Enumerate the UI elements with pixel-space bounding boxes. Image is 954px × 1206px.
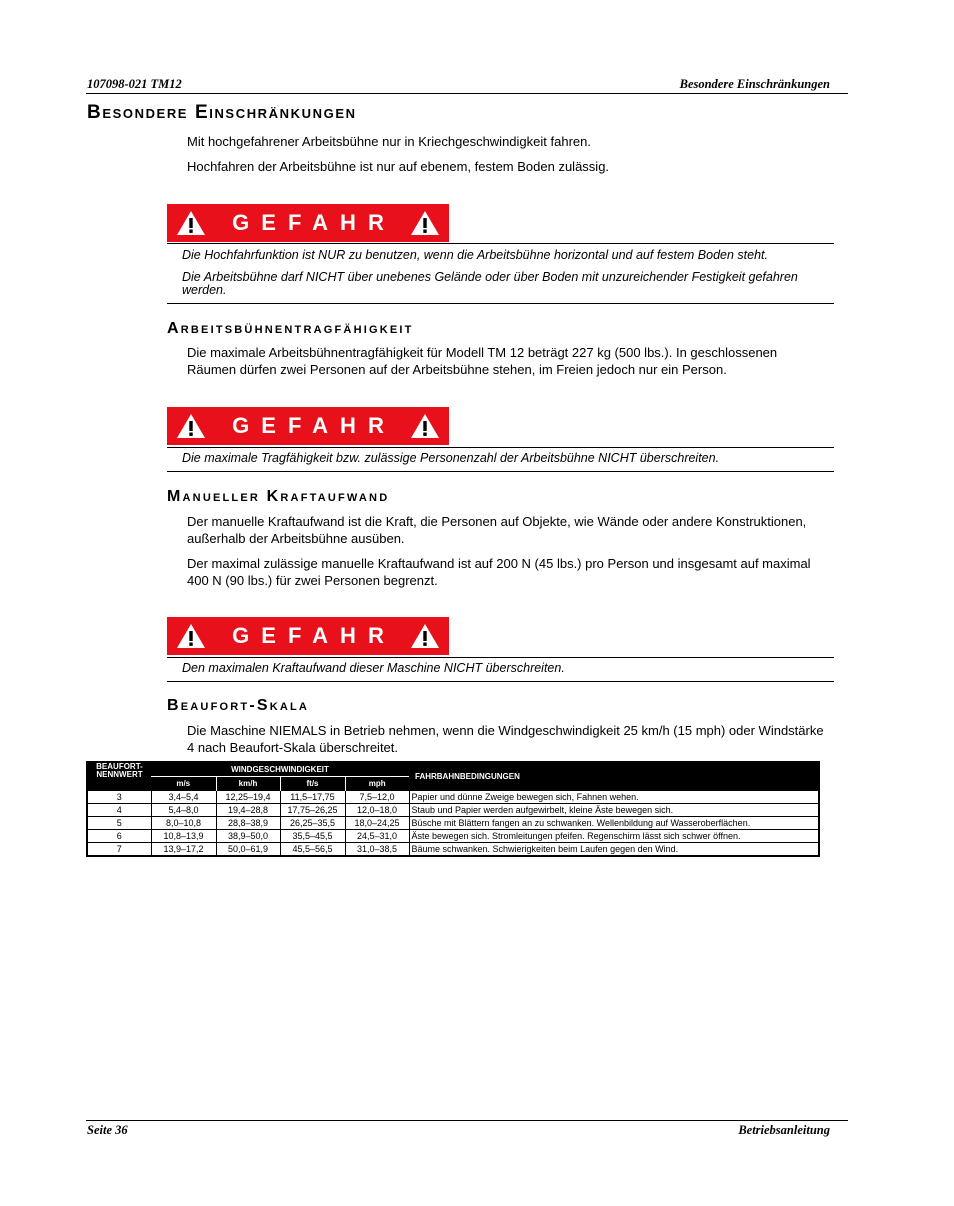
cell-conditions: Staub und Papier werden aufgewirbelt, kleine Äste bewegen sich. [409, 804, 819, 817]
cell-conditions: Bäume schwanken. Schwierigkeiten beim Laufen gegen den Wind. [409, 843, 819, 857]
section-title-capacity: Arbeitsbühnentragfähigkeit [167, 320, 414, 337]
cell-ms: 3,4–5,4 [151, 791, 216, 804]
force-paragraph-2: Der maximal zulässige manuelle Kraftaufwand ist auf 200 N (45 lbs.) pro Person und insgesamt auf maximal 400 N (90 lbs.) für zwei Personen begrenzt. [187, 556, 811, 588]
cell-kmh: 19,4–28,8 [216, 804, 280, 817]
warning-triangle-icon [410, 623, 440, 649]
cell-mph: 24,5–31,0 [345, 830, 409, 843]
table-row [87, 817, 819, 830]
capacity-paragraph: Die maximale Arbeitsbühnentragfähigkeit für Modell TM 12 beträgt 227 kg (500 lbs.). In geschlossenen Räumen dürfen zwei Personen auf der Arbeitsbühne stehen, im Freien jedoch nur ein Person. [187, 345, 778, 377]
danger-rule [167, 303, 834, 304]
header-unit-kmh: km/h [216, 777, 280, 791]
cell-ms: 10,8–13,9 [151, 830, 216, 843]
page-title: Besondere Einschränkungen [87, 102, 357, 123]
cell-kmh: 38,9–50,0 [216, 830, 280, 843]
cell-ms: 13,9–17,2 [151, 843, 216, 857]
beaufort-paragraph: Die Maschine NIEMALS in Betrieb nehmen, wenn die Windgeschwindigkeit 25 km/h (15 mph) oder Windstärke 4 nach Beaufort-Skala überschreitet. [187, 723, 824, 755]
header-wind-speed: WINDGESCHWINDIGKEIT [151, 762, 409, 777]
warning-triangle-icon [176, 210, 206, 236]
cell-beaufort: 4 [87, 804, 151, 817]
header-section-title: Besondere Einschränkungen [679, 77, 830, 91]
danger-label: GEFAHR [232, 210, 396, 235]
cell-beaufort: 7 [87, 843, 151, 857]
cell-mph: 18,0–24,25 [345, 817, 409, 830]
warning-triangle-icon [410, 210, 440, 236]
cell-conditions: Äste bewegen sich. Stromleitungen pfeifen. Regenschirm lässt sich schwer öffnen. [409, 830, 819, 843]
header-unit-ms: m/s [151, 777, 216, 791]
danger-rule [167, 681, 834, 682]
footer-rule [86, 1120, 848, 1121]
danger-banner-3 [167, 617, 449, 655]
table-row [87, 804, 819, 817]
danger-text: Den maximalen Kraftaufwand dieser Maschine NICHT überschreiten. [182, 661, 565, 675]
header-rule [86, 93, 848, 94]
cell-mph: 12,0–18,0 [345, 804, 409, 817]
danger-rule [167, 657, 834, 658]
danger-rule [167, 447, 834, 448]
cell-conditions: Papier und dünne Zweige bewegen sich, Fahnen wehen. [409, 791, 819, 804]
danger-rule [167, 243, 834, 244]
cell-fts: 11,5–17,75 [280, 791, 345, 804]
danger-label: GEFAHR [232, 413, 396, 438]
header-unit-fts: ft/s [280, 777, 345, 791]
cell-mph: 7,5–12,0 [345, 791, 409, 804]
warning-triangle-icon [410, 413, 440, 439]
footer-page-number: Seite 36 [87, 1123, 128, 1137]
danger-text: Die Hochfahrfunktion ist NUR zu benutzen, wenn die Arbeitsbühne horizontal und auf festem Boden steht. [182, 248, 768, 262]
cell-mph: 31,0–38,5 [345, 843, 409, 857]
table-row [87, 843, 819, 857]
cell-conditions: Büsche mit Blättern fangen an zu schwanken. Wellenbildung auf Wasseroberflächen. [409, 817, 819, 830]
header-unit-mph: mph [345, 777, 409, 791]
table-row [87, 791, 819, 804]
header-beaufort: BEAUFORT- NENNWERT [87, 762, 151, 791]
danger-text: Die maximale Tragfähigkeit bzw. zulässige Personenzahl der Arbeitsbühne NICHT überschreiten. [182, 451, 720, 465]
warning-triangle-icon [176, 623, 206, 649]
section-title-beaufort: Beaufort-Skala [167, 697, 310, 714]
cell-kmh: 50,0–61,9 [216, 843, 280, 857]
danger-text: Die Arbeitsbühne darf NICHT über unebenes Gelände oder über Boden mit unzureichender Festigkeit gefahren werden. [182, 270, 798, 297]
cell-kmh: 28,8–38,9 [216, 817, 280, 830]
header-doc-number: 107098-021 TM12 [87, 77, 182, 91]
intro-paragraph-2: Hochfahren der Arbeitsbühne ist nur auf ebenem, festem Boden zulässig. [187, 159, 610, 174]
beaufort-table [86, 761, 820, 857]
danger-banner-2 [167, 407, 449, 445]
intro-paragraph-1: Mit hochgefahrener Arbeitsbühne nur in Kriechgeschwindigkeit fahren. [187, 134, 591, 149]
force-paragraph-1: Der manuelle Kraftaufwand ist die Kraft, die Personen auf Objekte, wie Wände oder andere Konstruktionen, außerhalb der Arbeitsbühne ausüben. [187, 514, 807, 546]
cell-ms: 8,0–10,8 [151, 817, 216, 830]
cell-fts: 26,25–35,5 [280, 817, 345, 830]
cell-fts: 35,5–45,5 [280, 830, 345, 843]
cell-kmh: 12,25–19,4 [216, 791, 280, 804]
cell-beaufort: 6 [87, 830, 151, 843]
header-conditions: FAHRBAHNBEDINGUNGEN [409, 762, 819, 791]
cell-fts: 17,75–26,25 [280, 804, 345, 817]
warning-triangle-icon [176, 413, 206, 439]
table-row [87, 830, 819, 843]
danger-banner-1 [167, 204, 449, 242]
danger-rule [167, 471, 834, 472]
cell-beaufort: 5 [87, 817, 151, 830]
cell-beaufort: 3 [87, 791, 151, 804]
cell-fts: 45,5–56,5 [280, 843, 345, 857]
section-title-force: Manueller Kraftaufwand [167, 488, 390, 505]
danger-label: GEFAHR [232, 623, 396, 648]
cell-ms: 5,4–8,0 [151, 804, 216, 817]
footer-doc-title: Betriebsanleitung [738, 1123, 830, 1137]
